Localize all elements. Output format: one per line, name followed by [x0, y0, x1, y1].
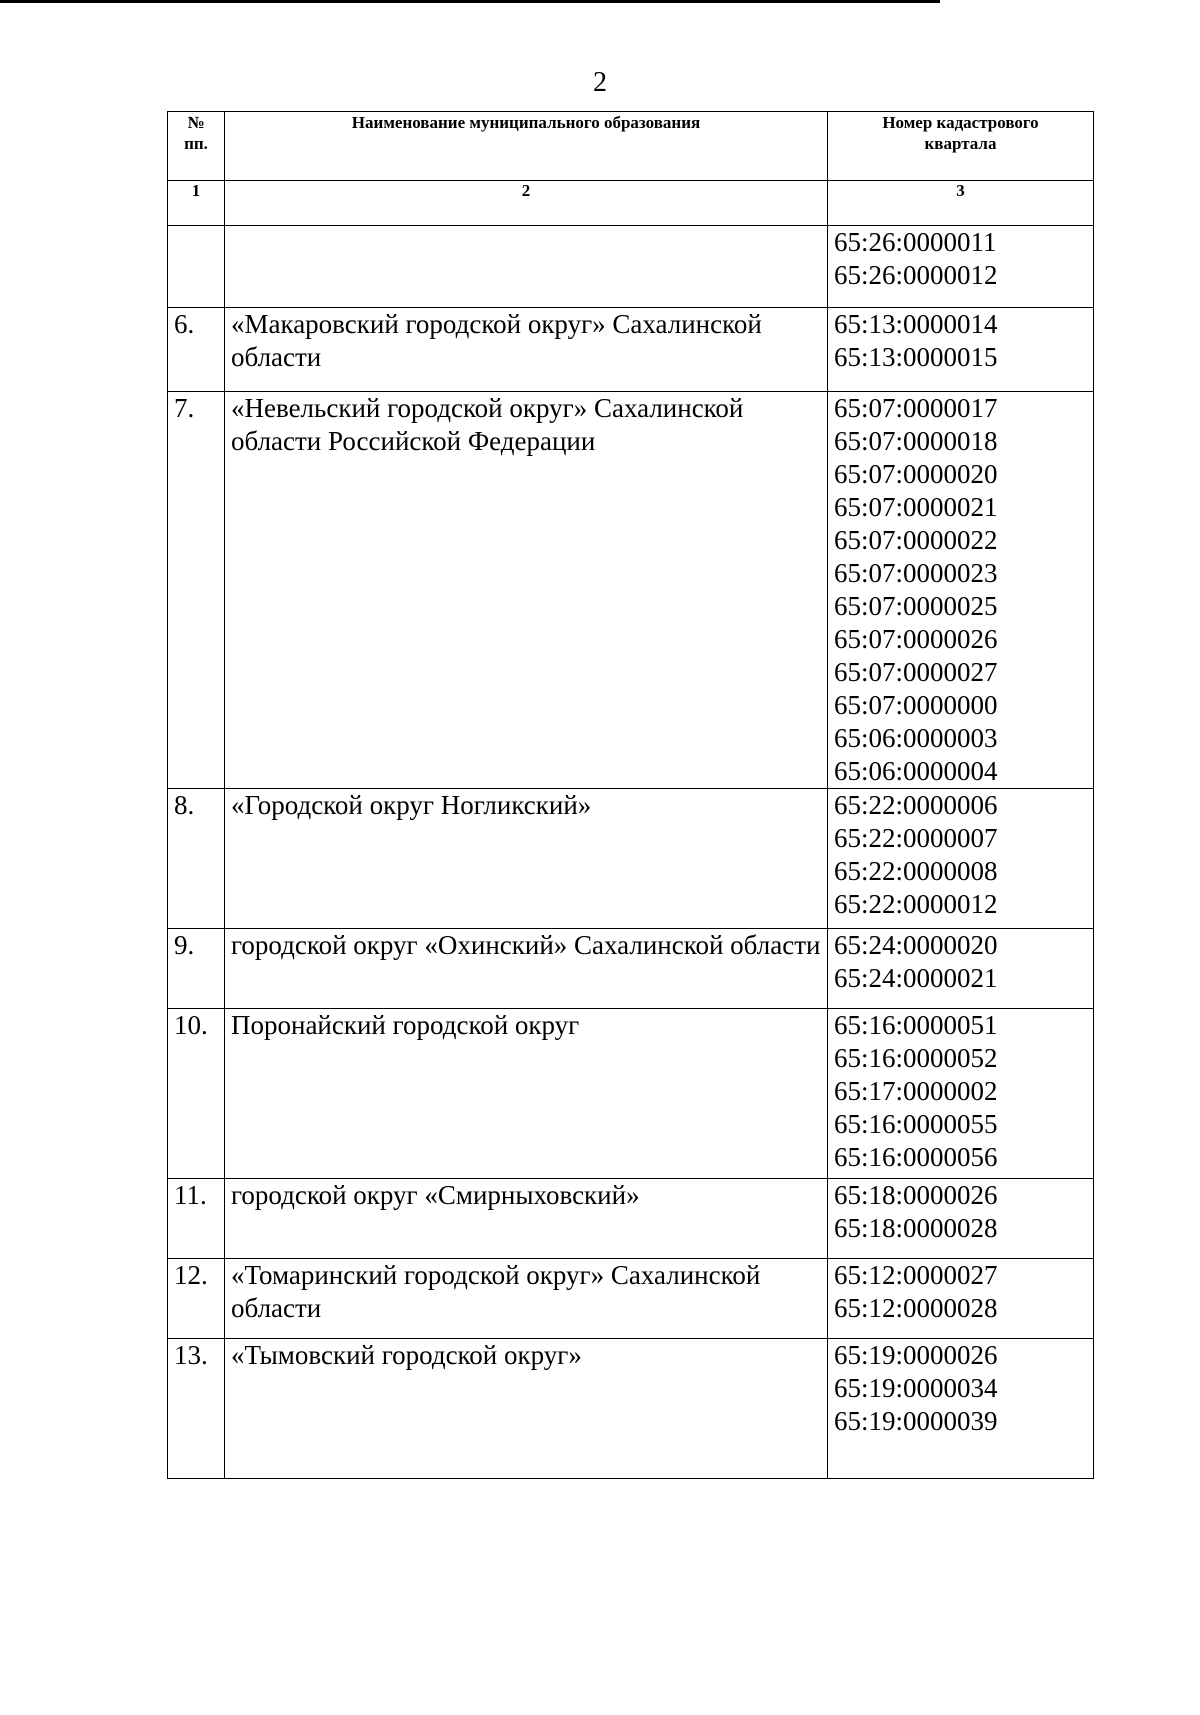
table-row	[168, 1179, 1094, 1259]
cadastral-quarters-table	[167, 111, 1094, 1479]
cadastral-codes	[828, 789, 1094, 929]
row-number: 8.	[168, 789, 225, 929]
column-number: 1	[168, 181, 225, 226]
cadastral-codes	[828, 929, 1094, 1009]
column-number-row	[168, 181, 1094, 226]
cadastral-code: 65:19:0000034	[834, 1373, 998, 1403]
cadastral-code: 65:19:0000039	[834, 1406, 998, 1436]
cadastral-code: 65:22:0000008	[834, 856, 998, 886]
cadastral-code: 65:22:0000006	[834, 790, 998, 820]
municipality-name: «Невельский городской округ» Сахалинской области Российской Федерации	[225, 392, 828, 789]
table-row	[168, 226, 1094, 308]
cadastral-code: 65:13:0000014	[834, 309, 998, 339]
cadastral-code: 65:07:0000017	[834, 393, 998, 423]
header-cadastral-quarter: Номер кадастрового квартала	[828, 112, 1094, 181]
cadastral-code: 65:18:0000028	[834, 1213, 998, 1243]
municipality-name	[225, 226, 828, 308]
municipality-name: Поронайский городской округ	[225, 1009, 828, 1179]
cadastral-code: 65:07:0000023	[834, 558, 998, 588]
row-number: 6.	[168, 308, 225, 392]
table-row	[168, 308, 1094, 392]
cadastral-codes	[828, 392, 1094, 789]
municipality-name: «Городской округ Ногликский»	[225, 789, 828, 929]
municipality-name: «Макаровский городской округ» Сахалинской области	[225, 308, 828, 392]
cadastral-code: 65:06:0000003	[834, 723, 998, 753]
cadastral-code: 65:24:0000020	[834, 930, 998, 960]
cadastral-codes	[828, 1179, 1094, 1259]
cadastral-codes	[828, 308, 1094, 392]
cadastral-code: 65:16:0000052	[834, 1043, 998, 1073]
row-number: 11.	[168, 1179, 225, 1259]
cadastral-code: 65:07:0000021	[834, 492, 998, 522]
cadastral-code: 65:07:0000025	[834, 591, 998, 621]
cadastral-code: 65:07:0000026	[834, 624, 998, 654]
cadastral-code: 65:16:0000055	[834, 1109, 998, 1139]
cadastral-code: 65:07:0000027	[834, 657, 998, 687]
cadastral-code: 65:17:0000002	[834, 1076, 998, 1106]
cadastral-code: 65:12:0000028	[834, 1293, 998, 1323]
table-row	[168, 789, 1094, 929]
header-municipality: Наименование муниципального образования	[225, 112, 828, 181]
cadastral-code: 65:07:0000018	[834, 426, 998, 456]
municipality-name: городской округ «Охинский» Сахалинской области	[225, 929, 828, 1009]
row-number: 12.	[168, 1259, 225, 1339]
municipality-name: городской округ «Смирныховский»	[225, 1179, 828, 1259]
cadastral-code: 65:22:0000012	[834, 889, 998, 919]
cadastral-code: 65:22:0000007	[834, 823, 998, 853]
header-number: № пп.	[168, 112, 225, 181]
row-number: 9.	[168, 929, 225, 1009]
table-header-row	[168, 112, 1094, 181]
table-row	[168, 392, 1094, 789]
row-number	[168, 226, 225, 308]
column-number: 2	[225, 181, 828, 226]
cadastral-code: 65:07:0000000	[834, 690, 998, 720]
table-row	[168, 1259, 1094, 1339]
cadastral-code: 65:07:0000020	[834, 459, 998, 489]
page-number: 2	[593, 67, 607, 98]
cadastral-codes	[828, 226, 1094, 308]
table-body	[168, 226, 1094, 1479]
cadastral-code: 65:13:0000015	[834, 342, 998, 372]
cadastral-codes	[828, 1259, 1094, 1339]
row-number: 7.	[168, 392, 225, 789]
cadastral-code: 65:16:0000056	[834, 1142, 998, 1172]
cadastral-codes	[828, 1339, 1094, 1479]
scan-top-rule	[0, 0, 940, 3]
cadastral-code: 65:12:0000027	[834, 1260, 998, 1290]
cadastral-codes	[828, 1009, 1094, 1179]
cadastral-code: 65:26:0000012	[834, 260, 998, 290]
cadastral-code: 65:26:0000011	[834, 227, 997, 257]
table-row	[168, 1339, 1094, 1479]
table-row	[168, 929, 1094, 1009]
cadastral-code: 65:06:0000004	[834, 756, 998, 786]
cadastral-code: 65:16:0000051	[834, 1010, 998, 1040]
municipality-name: «Томаринский городской округ» Сахалинской области	[225, 1259, 828, 1339]
table-row	[168, 1009, 1094, 1179]
cadastral-code: 65:07:0000022	[834, 525, 998, 555]
row-number: 10.	[168, 1009, 225, 1179]
cadastral-code: 65:24:0000021	[834, 963, 998, 993]
cadastral-code: 65:19:0000026	[834, 1340, 998, 1370]
row-number: 13.	[168, 1339, 225, 1479]
column-number: 3	[828, 181, 1094, 226]
cadastral-code: 65:18:0000026	[834, 1180, 998, 1210]
municipality-name: «Тымовский городской округ»	[225, 1339, 828, 1479]
